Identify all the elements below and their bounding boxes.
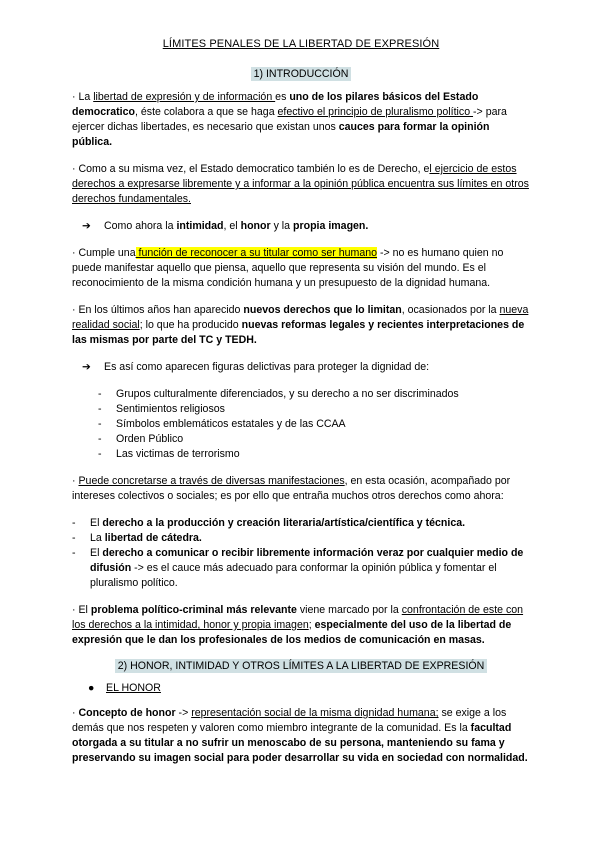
list-item: - Símbolos emblemáticos estatales y de las CCAA xyxy=(98,417,530,432)
text: · Cumple una xyxy=(72,247,136,259)
underlined-text: EL HONOR xyxy=(106,682,161,694)
text: ; lo que ha producido xyxy=(139,319,242,331)
text: · xyxy=(72,707,79,719)
arrow-right-icon: ➔ xyxy=(82,361,91,373)
arrow-item-derechos xyxy=(82,219,530,234)
paragraph-problema xyxy=(72,603,530,648)
bold-text: honor xyxy=(240,220,271,232)
bold-text: intimidad xyxy=(176,220,224,232)
text: , ocasionados por la xyxy=(401,304,500,316)
text: y la xyxy=(270,220,293,232)
text: es xyxy=(275,91,290,103)
text: El xyxy=(90,547,103,559)
list-item: - Sentimientos religiosos xyxy=(98,402,530,417)
text: -> es el cauce más adecuado para conformar la opinión pública y fomentar el pluralismo político. xyxy=(90,562,497,589)
highlighted-text: función de reconocer a su titular como ser humano xyxy=(135,247,378,259)
text: El xyxy=(90,517,103,529)
paragraph-estado-derecho xyxy=(72,162,530,207)
bold-text: derecho a comunicar o recibir libremente información veraz por cualquier medio de difusión xyxy=(90,547,524,574)
bold-text: especialmente del uso de la libertad de expresión que le dan los profesionales de los medios de comunicación en masas. xyxy=(72,619,512,646)
bullet-item-honor xyxy=(88,682,530,694)
text: -> xyxy=(175,707,192,719)
underlined-text: representación social de la misma dignidad humana; xyxy=(191,707,439,719)
section-heading-label: 1) INTRODUCCIÓN xyxy=(251,67,352,81)
text: · La xyxy=(72,91,94,103)
text: , el xyxy=(223,220,241,232)
list-dignidad xyxy=(72,387,530,462)
paragraph-manifestaciones xyxy=(72,474,530,504)
bold-text: libertad de cátedra. xyxy=(104,532,202,544)
text: La xyxy=(90,532,105,544)
text: · El xyxy=(72,604,91,616)
paragraph-funcion xyxy=(72,246,530,291)
text: Es así como aparecen figuras delictivas para proteger la dignidad de: xyxy=(104,361,430,373)
underlined-text: efectivo el principio de pluralismo político xyxy=(277,106,474,118)
bold-text: uno de los pilares básicos del Estado democratico xyxy=(72,91,479,118)
text: · En los últimos años han aparecido xyxy=(72,304,244,316)
list-item xyxy=(72,531,530,546)
text: , en esta ocasión, acompañado por intereses colectivos o sociales; es por ello que entraña muchos otros derechos como ahora: xyxy=(72,475,511,502)
bold-text: Concepto de honor xyxy=(78,707,176,719)
section-heading-honor xyxy=(72,660,530,672)
underlined-text: confrontación de este con los derechos a la intimidad, honor y propia imagen xyxy=(72,604,524,631)
list-derechos xyxy=(72,516,530,591)
bold-text: derecho a la producción y creación literaria/artística/científica y técnica. xyxy=(102,517,466,529)
list-item: - Las victimas de terrorismo xyxy=(98,447,530,462)
arrow-item-figuras xyxy=(82,360,530,375)
bold-text: problema político-criminal más relevante xyxy=(90,604,297,616)
text: viene marcado por la xyxy=(296,604,402,616)
bold-text: facultad otorgada a su titular a no sufrir un menoscabo de su persona, manteniendo su fama y preservando su imagen social para poder desarrollar su vida en sociedad con normalidad. xyxy=(72,722,528,764)
bold-text: nuevas reformas legales y recientes interpretaciones de las mismas por parte del TC y TEDH. xyxy=(72,319,525,346)
paragraph-libertad xyxy=(72,90,530,150)
bold-text: nuevos derechos que lo limitan xyxy=(243,304,402,316)
bold-text: cauces para formar la opinión pública. xyxy=(72,121,490,148)
text: ; xyxy=(308,619,315,631)
underlined-text: Puede concretarse a través de diversas manifestaciones xyxy=(78,475,345,487)
list-item: - Orden Público xyxy=(98,432,530,447)
text: · xyxy=(72,475,79,487)
list-item: - Grupos culturalmente diferenciados, y su derecho a no ser discriminados xyxy=(98,387,530,402)
list-item xyxy=(72,546,530,591)
text: · Como a su misma vez, el Estado democratico también lo es de Derecho, e xyxy=(72,163,430,175)
text: se exige a los demás que nos respeten y valoren como miembro integrante de la comunidad. Es la xyxy=(72,707,507,734)
text: -> para ejercer dichas libertades, es necesario que existan unos xyxy=(72,106,507,133)
underlined-text: libertad de expresión y de información xyxy=(93,91,276,103)
text: Como ahora la xyxy=(104,220,177,232)
section-heading-label: 2) HONOR, INTIMIDAD Y OTROS LÍMITES A LA LIBERTAD DE EXPRESIÓN xyxy=(115,659,488,673)
text: , éste colabora a que se haga xyxy=(135,106,278,118)
arrow-right-icon: ➔ xyxy=(82,220,91,232)
section-heading-introduccion xyxy=(72,68,530,80)
list-item xyxy=(72,516,530,531)
paragraph-concepto-honor xyxy=(72,706,530,766)
text: -> no es humano quien no puede manifestar aquello que piensa, aquello que representa su visión del mundo. Es el reconocimiento de la misma condición humana y un presupuesto de la dignidad humana. xyxy=(72,247,504,289)
bold-text: propia imagen. xyxy=(293,220,369,232)
document-title: LÍMITES PENALES DE LA LIBERTAD DE EXPRESIÓN xyxy=(162,38,440,50)
paragraph-nuevos-derechos xyxy=(72,303,530,348)
bullet-icon: ● xyxy=(88,682,95,694)
underlined-text: nueva realidad social xyxy=(72,304,529,331)
underlined-text: l ejercicio de estos derechos a expresarse libremente y a informar a la opinión pública encuentra sus límites en otros derechos fundamentales. xyxy=(72,163,529,205)
